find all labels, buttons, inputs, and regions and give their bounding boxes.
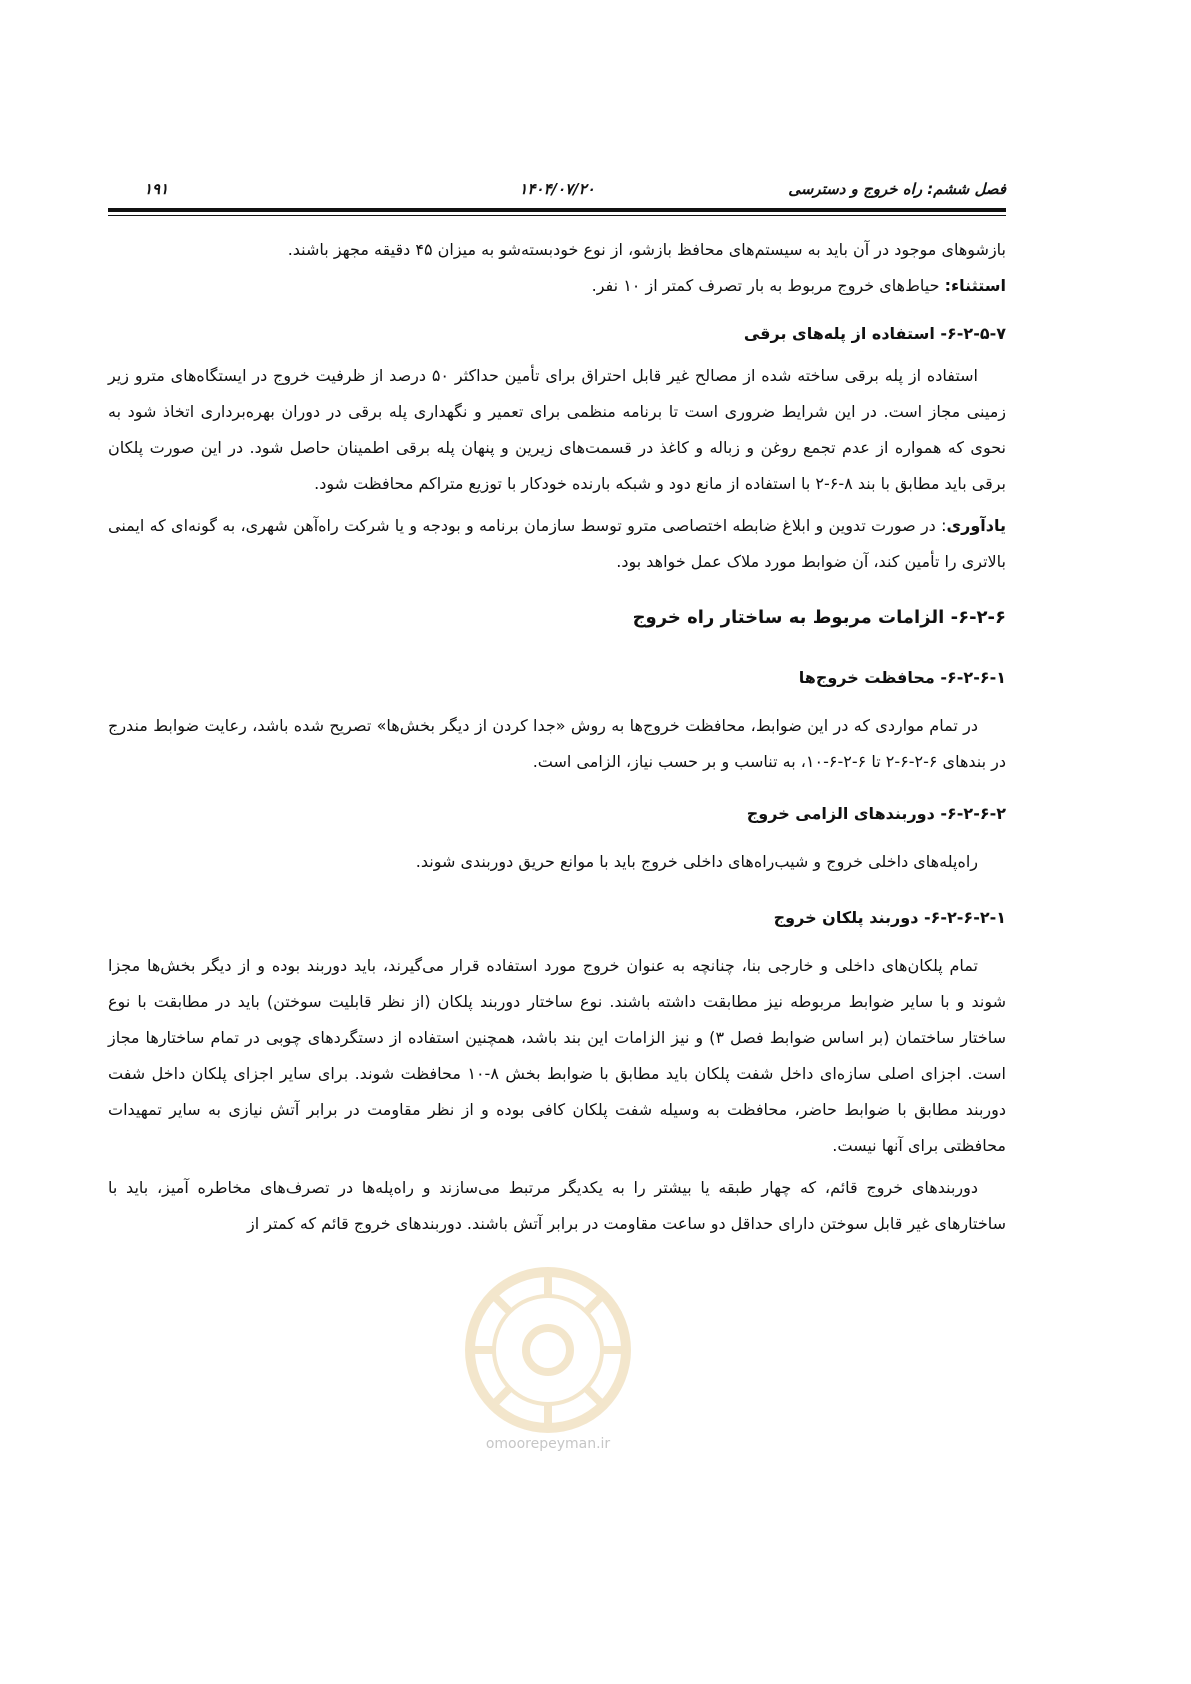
heading-stair-enclosure: ۶-۲-۶-۲-۱- دوربند پلکان خروج (773, 908, 1006, 927)
reminder-note (108, 508, 1006, 580)
paragraph-required-enclosures: راه‌پله‌های داخلی خروج و شیب‌راه‌های داخلی خروج باید با موانع حریق دوربندی شوند. (415, 852, 978, 871)
page-content (108, 232, 1006, 1242)
exception-note (108, 268, 1006, 304)
chapter-title: فصل ششم: راه خروج و دسترسی (788, 180, 1006, 198)
header-rule-thick (108, 208, 1006, 212)
reminder-label: یادآوری (946, 516, 1006, 535)
heading-required-enclosures: ۶-۲-۶-۲- دوربندهای الزامی خروج (746, 804, 1006, 823)
paragraph-exit-protection: در تمام مواردی که در این ضوابط، محافظت خروج‌ها به روش «جدا کردن از دیگر بخش‌ها» تصریح شده باشد، رعایت ضوابط مندرج در بندهای ۶-۲-۶-۲ تا ۶-۲-۶-۱۰، به تناسب و بر حسب نیاز، الزامی است. (108, 716, 1006, 771)
page-header (108, 176, 1006, 206)
header-rule-thin (108, 215, 1006, 216)
page-number: ۱۹۱ (144, 180, 169, 198)
heading-escalator: ۶-۲-۵-۷- استفاده از پله‌های برقی (743, 324, 1006, 343)
paragraph-vertical-enclosures: دوربندهای خروج قائم، که چهار طبقه یا بیشتر را به یکدیگر مرتبط می‌سازند و راه‌پله‌ها در تصرف‌های مخاطره آمیز، باید با ساختارهای غیر قابل سوختن دارای حداقل دو ساعت مقاومت در برابر آتش باشند. دوربندهای خروج قائم که کمتر از (108, 1178, 1006, 1233)
paragraph-escalator: استفاده از پله برقی ساخته شده از مصالح غیر قابل احتراق برای تأمین حداکثر ۵۰ درصد از ظرفیت خروج در ایستگاه‌های مترو زیر زمینی مجاز است. در این شرایط ضروری است تا برنامه منظمی برای تعمیر و نگهداری پله برقی در دوران بهره‌برداری اتخاذ شود به نحوی که همواره از عدم تجمع روغن و زباله و کاغذ در قسمت‌های زیرین و پنهان پله برقی اطمینان حاصل شود. در این صورت پلکان برقی باید مطابق با بند ۸-۶-۲ با استفاده از مانع دود و شبکه بارنده خودکار با توزیع متراکم محافظت شود. (108, 366, 1006, 493)
heading-exit-protection: ۶-۲-۶-۱- محافظت خروج‌ها (798, 668, 1006, 687)
header-date: ۱۴۰۴/۰۷/۲۰ (519, 180, 595, 198)
exception-text: حیاط‌های خروج مربوط به بار تصرف کمتر از ۱۰ نفر. (591, 276, 945, 295)
exception-label: استثناء: (944, 276, 1006, 295)
watermark-site: omoorepeyman.ir (485, 1436, 611, 1452)
heading-exit-structure: ۶-۲-۶- الزامات مربوط به ساختار راه خروج (632, 607, 1006, 628)
paragraph-intro: بازشوهای موجود در آن باید به سیستم‌های محافظ بازشو، از نوع خودبسته‌شو به میزان ۴۵ دقیقه مجهز باشند. (287, 240, 1006, 259)
reminder-text: : در صورت تدوین و ابلاغ ضابطه اختصاصی مترو توسط سازمان برنامه و بودجه و یا شرکت راه‌آهن شهری، به گونه‌ای که ایمنی بالاتری را تأمین کند، آن ضوابط مورد ملاک عمل خواهد بود. (108, 516, 1006, 571)
paragraph-stair-enclosure: تمام پلکان‌های داخلی و خارجی بنا، چنانچه به عنوان خروج مورد استفاده قرار می‌گیرند، باید دوربند بوده و از دیگر بخش‌ها مجزا شوند و با سایر ضوابط مربوطه نیز مطابقت داشته باشند. نوع ساختار دوربند پلکان (از نظر قابلیت سوختن) باید در مطابقت با نوع ساختار ساختمان (بر اساس ضوابط فصل ۳) و نیز الزامات این بند باشد، همچنین استفاده از دستگردهای چوبی در تمام ساختارها مجاز است. اجزای اصلی سازه‌ای داخل شفت پلکان باید مطابق با ضوابط بخش ۸-۱۰ محافظت شوند. برای سایر اجزای پلکان داخل شفت دوربند مطابق با ضوابط حاضر، محافظت به وسیله شفت پلکان کافی بوده و از نظر مقاومت در برابر آتش نیازی به سایر تمهیدات محافظتی برای آنها نیست. (108, 956, 1006, 1155)
